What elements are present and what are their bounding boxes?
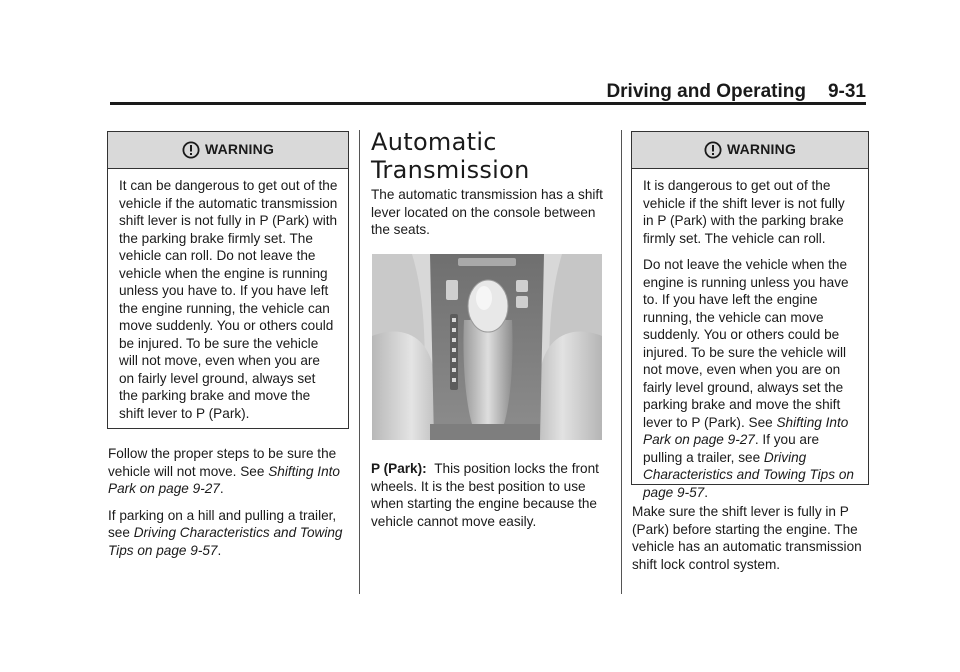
cross-reference-link[interactable]: Shifting Into Park on page 9-27 — [643, 414, 849, 447]
warning-text: It can be dangerous to get out of the vehicle if the automatic transmission shift lever is not fully in P (Park) with the parking brake firmly set. The vehicle can roll. Do not leave the vehicle when the engine is running unless you have to. If you have left the engine running, the vehicle can move suddenly. You or others could be injured. To be sure the vehicle will not move, even when you are on fairly level ground, always set the parking brake and move the shift lever to P (Park). — [119, 178, 338, 421]
punctuation: . — [217, 542, 222, 558]
indicator-dot — [452, 328, 456, 332]
column-divider-left — [359, 130, 360, 594]
header-rule — [110, 102, 866, 105]
console-rear — [430, 424, 540, 440]
indicator-dot — [452, 348, 456, 352]
right-body-text — [632, 503, 866, 582]
warning-title: WARNING — [726, 141, 797, 158]
paragraph: The automatic transmission has a shift lever located on the console between the seats. — [371, 187, 603, 237]
cross-reference-link[interactable]: Driving Characteristics and Towing Tips on page 9-57 — [643, 449, 854, 500]
console-switch-left — [446, 280, 458, 300]
indicator-dot — [452, 368, 456, 372]
warning-header — [632, 132, 868, 169]
warning-header — [108, 132, 348, 169]
cross-reference-link[interactable]: Driving Characteristics and Towing Tips on page 9-57 — [108, 525, 343, 558]
cross-reference-link[interactable]: Shifting Into Park on page 9-27 — [108, 463, 340, 496]
console-buttons — [458, 258, 516, 266]
left-body-text — [108, 445, 348, 568]
indicator-dot — [452, 358, 456, 362]
indicator-dot — [452, 378, 456, 382]
shift-lever-photo — [372, 254, 602, 440]
column-divider-right — [621, 130, 622, 594]
console-switch-right-1 — [516, 280, 528, 292]
page-number: 9-31 — [827, 81, 866, 102]
shifter-boot — [463, 320, 512, 424]
knob-highlight — [476, 286, 492, 310]
paragraph-text: This position locks the front wheels. It is the best position to use when starting the engine because the vehicle cannot move easily. — [371, 461, 599, 529]
punctuation: . — [219, 481, 224, 496]
warning-body — [632, 169, 868, 509]
paragraph — [108, 507, 348, 560]
indicator-dot — [452, 318, 456, 322]
section-heading: Automatic Transmission — [371, 128, 530, 184]
indicator-dot — [452, 338, 456, 342]
warning-body — [108, 169, 348, 430]
paragraph — [371, 460, 607, 530]
paragraph-text: Follow the proper steps to be sure the vehicle will not move. See — [108, 446, 337, 479]
warning-box-left — [107, 131, 349, 429]
page-header — [110, 82, 866, 102]
warning-icon — [182, 141, 200, 159]
warning-title: WARNING — [204, 141, 275, 158]
warning-icon — [704, 141, 722, 159]
warning-text: It is dangerous to get out of the vehicle if the shift lever is not fully in P (Park) with the parking brake firmly set. The vehicle can roll. — [643, 178, 845, 246]
punctuation: . — [704, 484, 709, 500]
console-switch-right-2 — [516, 296, 528, 308]
paragraph-text: . If you are pulling a trailer, see — [643, 432, 820, 465]
warning-text — [643, 256, 858, 501]
warning-box-right — [631, 131, 869, 500]
paragraph — [108, 445, 348, 498]
paragraph-text: If parking on a hill and pulling a trailer, see — [108, 507, 337, 540]
intro-text — [371, 186, 607, 248]
park-label: P (Park): — [371, 461, 427, 476]
section-title: Driving and Operating — [606, 81, 806, 102]
paragraph: Make sure the shift lever is fully in P (Park) before starting the engine. The vehicle has an automatic transmission shift lock control system. — [632, 504, 862, 572]
park-description — [371, 460, 607, 539]
paragraph-text: Do not leave the vehicle when the engine is running unless you have to. If you have left the engine running, the vehicle can move suddenly. You or others could be injured. To be sure the vehicle will not move, even when you are on fairly level ground, always set the parking brake and move the shift lever to P (Park). See — [643, 257, 849, 430]
